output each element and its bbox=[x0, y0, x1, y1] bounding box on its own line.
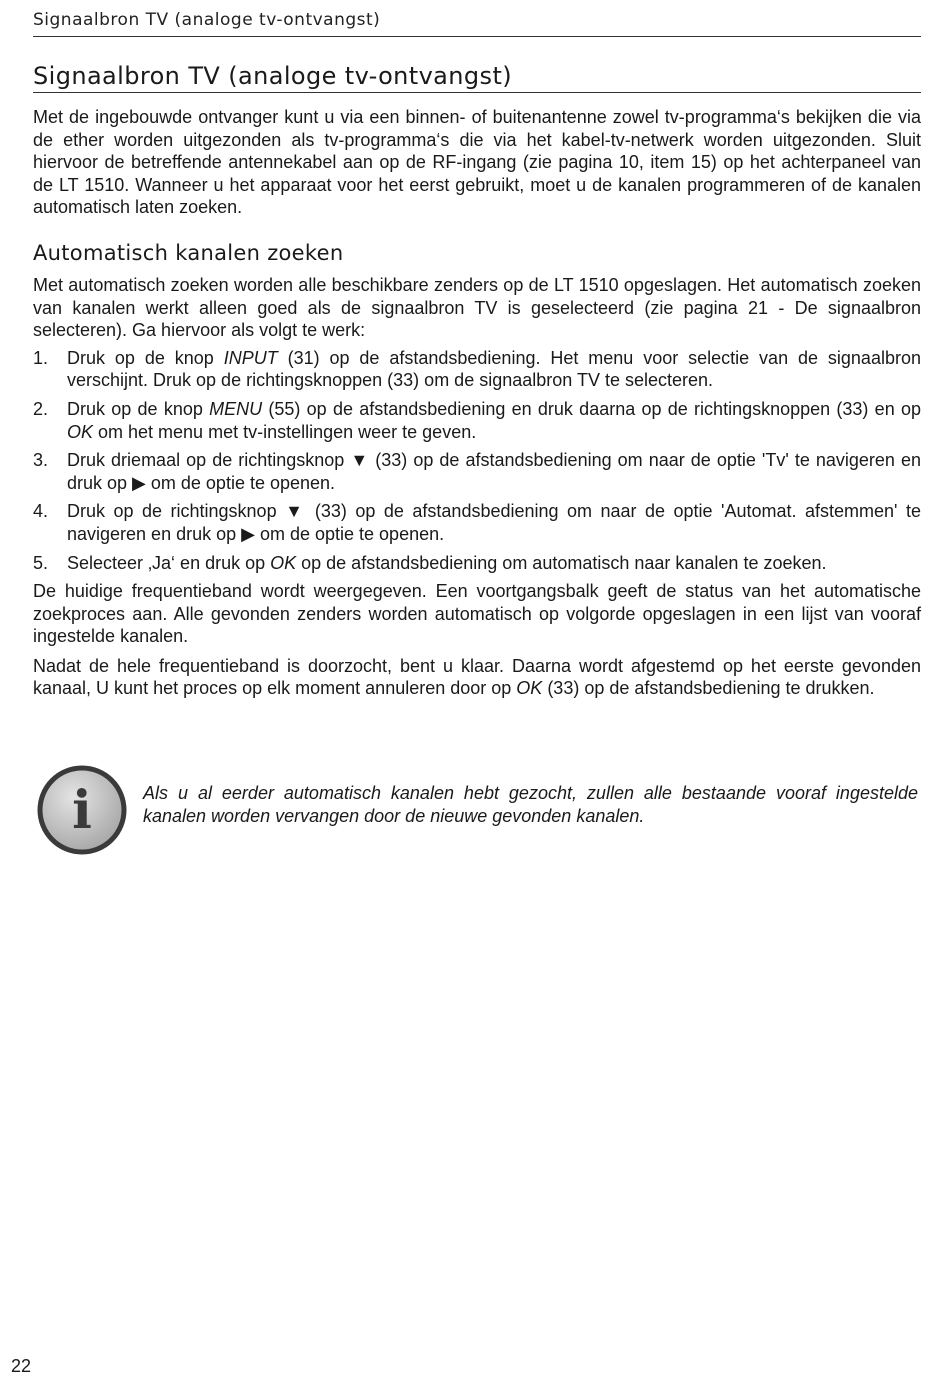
arrow-down-icon: ▼ bbox=[350, 450, 370, 471]
key-name: OK bbox=[67, 421, 94, 442]
note-text: Als u al eerder automatisch kanalen hebt gezocht, zullen alle bestaande vooraf ingestelde kanalen worden vervangen door de nieuwe gevonden kanalen. bbox=[143, 783, 918, 826]
step-text: (55) op de afstandsbediening en druk daarna op de richtingsknoppen (33) en op bbox=[262, 398, 921, 419]
step-text: (33) op de afstandsbediening om naar de optie 'Tv' te navigeren en druk op bbox=[67, 450, 922, 493]
key-name: INPUT bbox=[223, 347, 278, 368]
step-text: op de afstandsbediening om automatisch naar kanalen te zoeken. bbox=[296, 552, 827, 573]
page-number: 22 bbox=[11, 1356, 32, 1376]
step-text: Druk driemaal op de richtingsknop bbox=[67, 450, 351, 471]
step-text: Selecteer ‚Ja‘ en druk op bbox=[67, 552, 271, 573]
step-text: (33) op de afstandsbediening om naar de optie 'Automat. afstemmen' te navigeren en druk op bbox=[67, 501, 921, 544]
step-number: 2. bbox=[33, 398, 49, 419]
page-title: Signaalbron TV (analoge tv-ontvangst) bbox=[33, 62, 921, 93]
step-number: 1. bbox=[33, 347, 49, 368]
status-paragraph: De huidige frequentieband wordt weergegeven. Een voortgangsbalk geeft de status van het automatische zoekproces aan. Alle gevonden zenders worden automatisch op volgorde opgeslagen in een lijst van vooraf ingestelde kanalen. bbox=[33, 581, 921, 647]
step-number: 4. bbox=[33, 501, 49, 522]
info-note bbox=[33, 762, 921, 858]
step-text: Druk op de knop bbox=[67, 398, 210, 419]
arrow-down-icon: ▼ bbox=[285, 501, 307, 522]
step-text: om de optie te openen. bbox=[145, 472, 336, 493]
list-item bbox=[33, 500, 921, 545]
step-text: Druk op de richtingsknop bbox=[67, 501, 286, 522]
paragraph-text: Nadat de hele frequentieband is doorzocht, bent u klaar. Daarna wordt afgestemd op het eerste gevonden kanaal, U kunt het proces op elk moment annuleren door op bbox=[33, 655, 921, 699]
arrow-right-icon: ▶ bbox=[132, 472, 146, 493]
subsection-heading: Automatisch kanalen zoeken bbox=[33, 240, 344, 265]
paragraph-text: (33) op de afstandsbediening te drukken. bbox=[542, 678, 875, 699]
key-name: MENU bbox=[209, 398, 263, 419]
subsection-intro: Met automatisch zoeken worden alle beschikbare zenders op de LT 1510 opgeslagen. Het automatisch zoeken van kanalen werkt alleen goed als de signaalbron TV is geselecteerd (zie pagina 21 - De signaalbron selecteren). Ga hiervoor als volgt te werk: bbox=[33, 274, 921, 341]
info-icon bbox=[36, 764, 128, 856]
list-item bbox=[33, 449, 921, 494]
key-name: OK bbox=[516, 678, 543, 699]
list-item bbox=[33, 347, 921, 392]
step-number: 3. bbox=[33, 450, 49, 471]
step-text: Druk op de knop bbox=[67, 347, 224, 368]
intro-paragraph: Met de ingebouwde ontvanger kunt u via een binnen- of buitenantenne zowel tv-programma‘s bekijken die via de ether worden uitgezonden als tv-programma‘s die via het kabel-tv-netwerk worden uitgezonden. Sluit hiervoor de betreffende antennekabel aan op de RF-ingang (zie pagina 10, item 15) op het achterpaneel van de LT 1510. Wanneer u het apparaat voor het eerst gebruikt, moet u de kanalen programmeren of de kanalen automatisch laten zoeken. bbox=[33, 107, 921, 218]
step-text: (31) op de afstandsbediening. Het menu voor selectie van de signaalbron verschijnt. Druk op de richtingsknoppen (33) om de signaalbron TV te selecteren. bbox=[67, 347, 921, 391]
list-item bbox=[33, 552, 921, 575]
list-item bbox=[33, 398, 921, 443]
step-text: om de optie te openen. bbox=[254, 523, 445, 544]
finish-paragraph bbox=[33, 655, 921, 700]
step-number: 5. bbox=[33, 552, 49, 573]
step-text: om het menu met tv-instellingen weer te geven. bbox=[93, 421, 477, 442]
running-header: Signaalbron TV (analoge tv-ontvangst) bbox=[33, 10, 921, 37]
key-name: OK bbox=[270, 552, 297, 573]
arrow-right-icon: ▶ bbox=[241, 523, 255, 544]
steps-list bbox=[33, 347, 921, 574]
info-icon-letter: i bbox=[72, 780, 92, 841]
page-body bbox=[33, 106, 921, 707]
